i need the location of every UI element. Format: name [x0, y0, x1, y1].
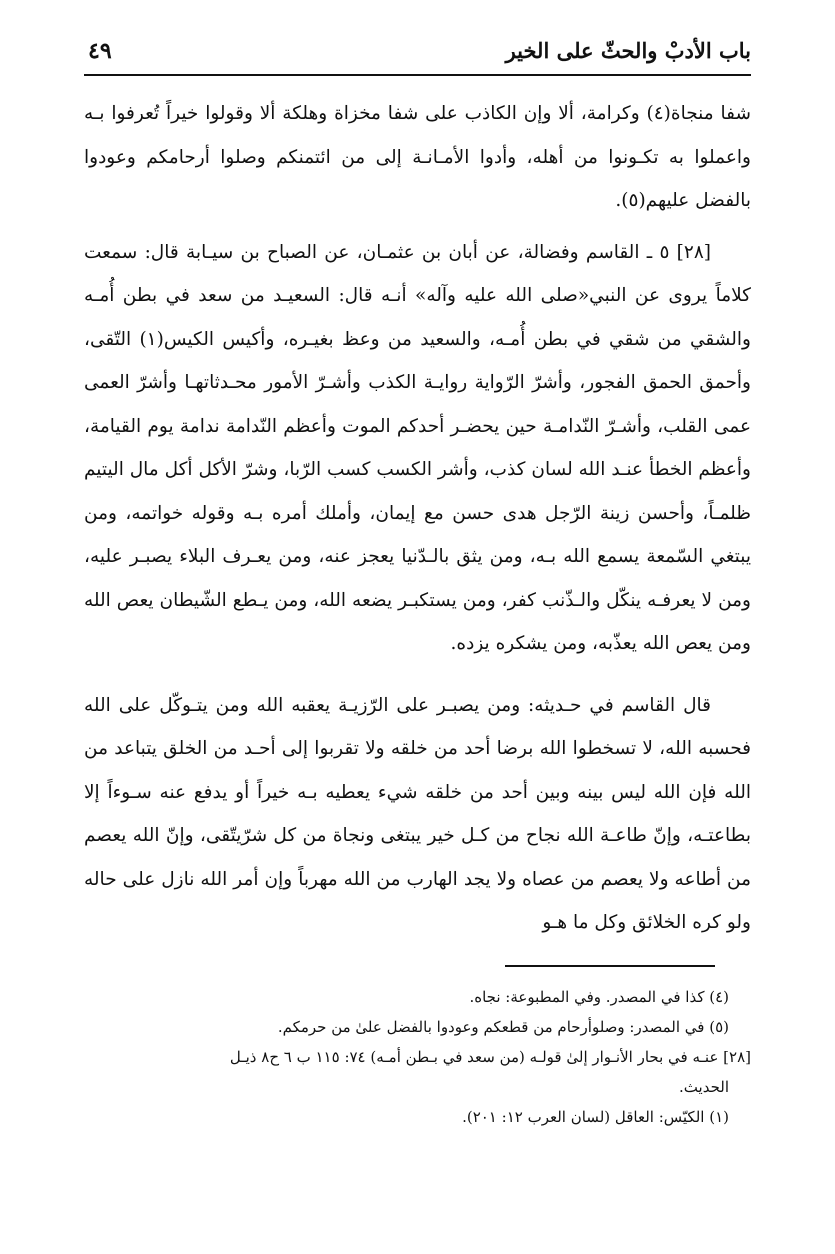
footnote-separator [505, 965, 715, 967]
chapter-title: باب الأدبْ والحثّ على الخير [505, 38, 751, 63]
paragraph-continuation: شفا منجاة(٤) وكرامة، ألا وإن الكاذب على شفا مخزاة وهلكة ألا وقولوا خيراً تُعرفوا بـه واعملوا به تكـونوا من أهله، وأدوا الأمـانـة إلى من ائتمنكم وصلوا أرحامكم وعودوا بالفضل عليهم(٥). [84, 103, 751, 211]
footnote-28: [٢٨] عنـه في بحار الأنـوار إلىٰ قولـه (من سعد في بـطن أمـه) ٧٤: ١١٥ ب ٦ ح٨ ذيـل [229, 1048, 751, 1066]
paragraph-hadith-28: [٢٨] ٥ ـ القاسم وفضالة، عن أبان بن عثمـان، عن الصباح بن سيـابة قال: سمعت كلاماً يروى عن النبي«صلى الله عليه وآله» أنـه قال: السعيـد من سعد في بطن أُمـه والشقي من شقي في بطن أُمـه، والسعيد من وعظ بغيـره، وأكيس الكيس(١) التّقى، وأحمق الحمق الفجور، وأشرّ الرّواية روايـة الكذب وأشـرّ الأمور محـدثاتهـا وأشرّ العمى عمى القلب، وأشـرّ النّدامـة حين يحضـر أحدكم الموت وأعظم النّدامة ندامة يوم القيامة، وأعظم الخطأ عنـد الله لسان كذب، وأشر الكسب كسب الرّبا، وشرّ الأكل أكل مال اليتيم ظلمـاً، وأحسن زينة الرّجل هدى حسن مع إيمان، وأملك أمره بـه وقوله خواتمه، ومن يبتغي السّمعة يسمع الله بـه، ومن يثق بالـدّنيا يعجز عنه، ومن يعـرف البلاء يصبـر عليه، ومن لا يعرفـه ينكّل والـذّنب كفر، ومن يستكبـر يضعه الله، ومن يـطع الشّيطان يعص الله ومن يعص الله يعذّبه، ومن يشكره يزده. [84, 241, 751, 654]
page-number: ٤٩ [88, 38, 112, 64]
footnote-1: (١) الكيّس: العاقل (لسان العرب ١٢: ٢٠١). [462, 1108, 729, 1126]
footnote-4: (٤) كذا في المصدر. وفي المطبوعة: نجاه. [469, 988, 729, 1006]
paragraph-qasim: قال القاسم في حـديثه: ومن يصبـر على الرّزيـة يعقبه الله ومن يتـوكّل على الله فحسبه الله، لا تسخطوا الله برضا أحد من خلقه ولا تقربوا إلى أحـد من الخلق يتباعد من الله فإن الله ليس بينه وبين أحد من خلقه شيء يعطيه بـه خيراً أو يدفع عنه سـوءاً إلا بطاعتـه، وإنّ طاعـة الله نجاح من كـل خير يبتغى ونجاة من كل شرّيتّقى، وإنّ الله يعصم من أطاعه ولا يعصم من عصاه ولا يجد الهارب من الله مهرباً وإن أمر الله نازل على حاله ولو كره الخلائق وكل ما هـو [84, 694, 751, 933]
footnote-28-continuation: الحديث. [679, 1078, 729, 1096]
header-rule [84, 74, 751, 76]
footnote-5: (٥) في المصدر: وصلوأرحام من قطعكم وعودوا بالفضل علىٰ من حرمكم. [277, 1018, 729, 1036]
running-header [84, 36, 751, 76]
main-text [84, 92, 751, 945]
footnotes [84, 982, 751, 1132]
